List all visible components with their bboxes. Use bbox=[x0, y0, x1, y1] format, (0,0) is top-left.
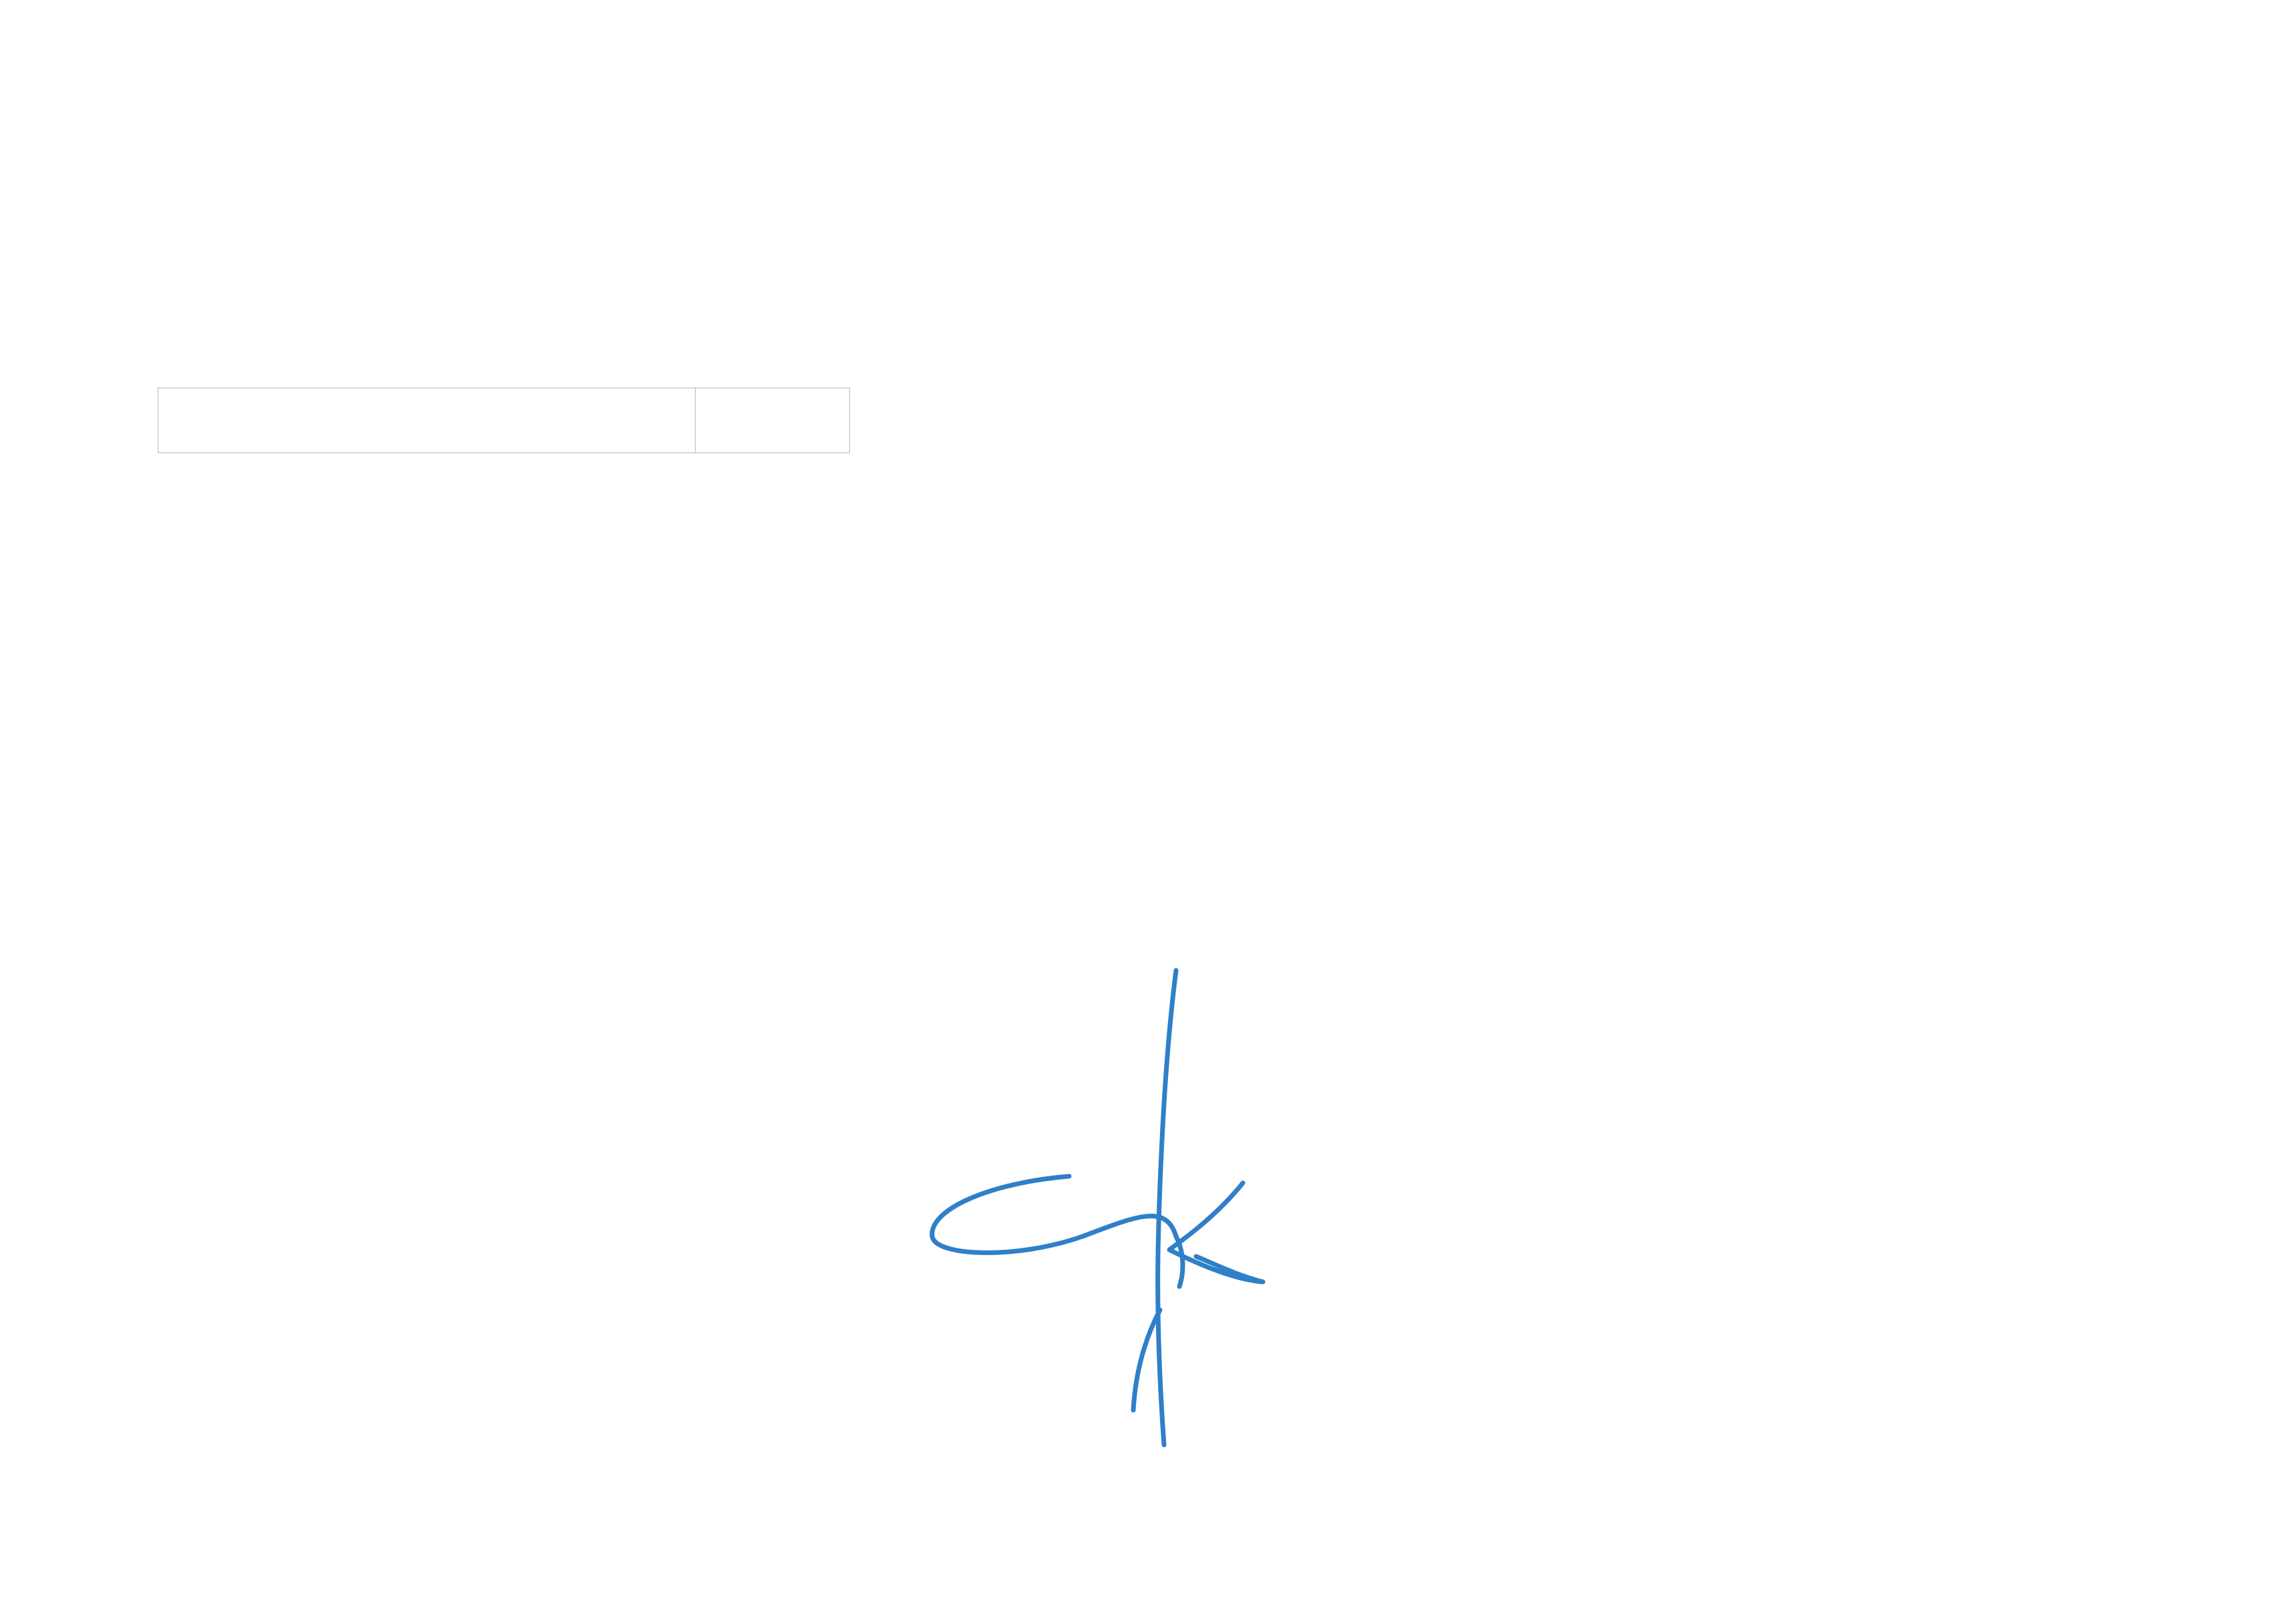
signature-stroke-vertical bbox=[1158, 970, 1176, 1445]
table-header bbox=[158, 388, 2142, 453]
signature-stroke-loop bbox=[932, 1176, 1183, 1287]
signature-stroke-tail bbox=[1133, 1310, 1160, 1410]
scores-table bbox=[158, 388, 2141, 453]
header-name bbox=[158, 388, 696, 453]
header-dni bbox=[695, 388, 849, 453]
signature-stroke-flourish bbox=[1169, 1183, 1263, 1282]
